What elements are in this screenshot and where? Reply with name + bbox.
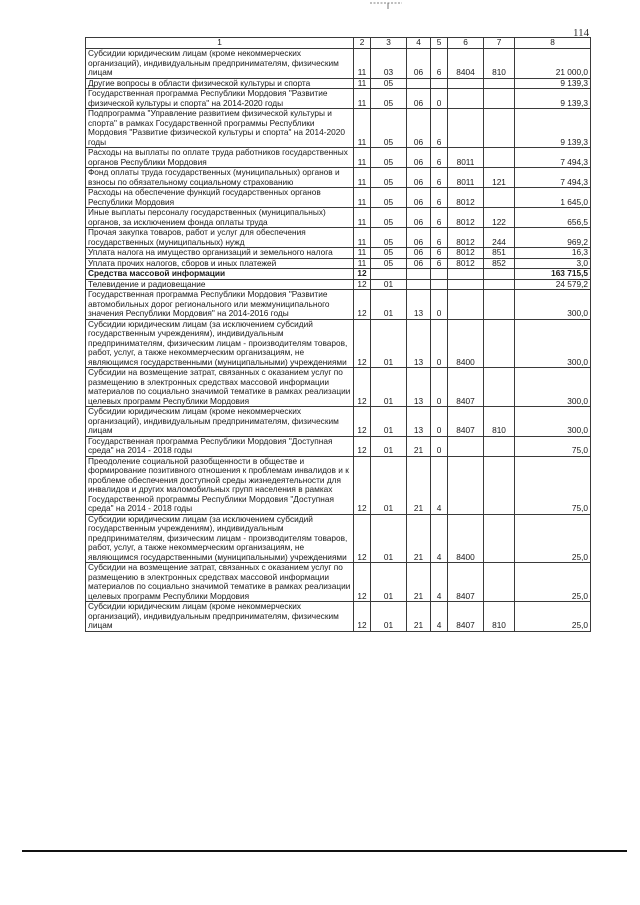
row-name-cell: Субсидии на возмещение затрат, связанных с оказанием услуг по размещению в электронных средствах массовой информации материалов по социально значимой тематике в рамках реализации целевых программ Республики Мордовия xyxy=(86,368,354,407)
table-row xyxy=(86,514,591,563)
column-header: 6 xyxy=(448,38,484,49)
expense-type-code-cell xyxy=(484,109,515,148)
section-code-cell: 12 xyxy=(354,279,371,290)
table-row xyxy=(86,148,591,168)
amount-cell: 24 579,2 xyxy=(515,279,591,290)
program-code-cell: 06 xyxy=(407,89,431,109)
amount-cell: 7 494,3 xyxy=(515,148,591,168)
table-row xyxy=(86,279,591,290)
section-code-cell: 12 xyxy=(354,563,371,602)
amount-cell: 75,0 xyxy=(515,436,591,456)
section-code-cell: 12 xyxy=(354,436,371,456)
table-row xyxy=(86,563,591,602)
expense-type-code-cell xyxy=(484,456,515,514)
program-code-cell xyxy=(407,78,431,89)
table-row xyxy=(86,109,591,148)
amount-cell: 300,0 xyxy=(515,319,591,368)
row-name-cell: Фонд оплаты труда государственных (муниципальных) органов и взносы по обязательному социальному страхованию xyxy=(86,168,354,188)
amount-cell: 163 715,5 xyxy=(515,269,591,280)
expense-item-code-cell xyxy=(448,456,484,514)
subprogram-code-cell: 4 xyxy=(431,602,448,632)
section-code-cell: 12 xyxy=(354,290,371,320)
row-name-cell: Средства массовой информации xyxy=(86,269,354,280)
column-header: 5 xyxy=(431,38,448,49)
row-name-cell: Расходы на обеспечение функций государственных органов Республики Мордовия xyxy=(86,188,354,208)
expense-type-code-cell: 851 xyxy=(484,248,515,259)
expense-type-code-cell xyxy=(484,188,515,208)
table-row xyxy=(86,208,591,228)
expense-type-code-cell xyxy=(484,269,515,280)
budget-table xyxy=(85,37,591,632)
row-name-cell: Субсидии юридическим лицам (кроме некоммерческих организаций), индивидуальным предпринимателям, физическим лицам xyxy=(86,407,354,437)
program-code-cell: 13 xyxy=(407,368,431,407)
expense-item-code-cell xyxy=(448,436,484,456)
row-name-cell: Телевидение и радиовещание xyxy=(86,279,354,290)
program-code-cell xyxy=(407,269,431,280)
subprogram-code-cell: 0 xyxy=(431,290,448,320)
section-code-cell: 11 xyxy=(354,228,371,248)
table-body xyxy=(86,49,591,632)
expense-type-code-cell xyxy=(484,279,515,290)
column-header: 1 xyxy=(86,38,354,49)
amount-cell: 300,0 xyxy=(515,407,591,437)
expense-item-code-cell: 8011 xyxy=(448,168,484,188)
subsection-code-cell: 05 xyxy=(371,208,407,228)
subsection-code-cell: 01 xyxy=(371,279,407,290)
subprogram-code-cell: 6 xyxy=(431,258,448,269)
expense-type-code-cell xyxy=(484,78,515,89)
amount-cell: 16,3 xyxy=(515,248,591,259)
subsection-code-cell: 01 xyxy=(371,290,407,320)
section-code-cell: 12 xyxy=(354,407,371,437)
section-code-cell: 12 xyxy=(354,368,371,407)
table-row xyxy=(86,258,591,269)
expense-item-code-cell: 8400 xyxy=(448,514,484,563)
table-row xyxy=(86,248,591,259)
subprogram-code-cell: 0 xyxy=(431,407,448,437)
amount-cell: 3,0 xyxy=(515,258,591,269)
amount-cell: 300,0 xyxy=(515,290,591,320)
row-name-cell: Другие вопросы в области физической культуры и спорта xyxy=(86,78,354,89)
subsection-code-cell: 05 xyxy=(371,109,407,148)
section-code-cell: 11 xyxy=(354,109,371,148)
subprogram-code-cell: 6 xyxy=(431,148,448,168)
program-code-cell: 13 xyxy=(407,319,431,368)
row-name-cell: Прочая закупка товаров, работ и услуг для обеспечения государственных (муниципальных) нужд xyxy=(86,228,354,248)
section-code-cell: 12 xyxy=(354,456,371,514)
section-code-cell: 12 xyxy=(354,319,371,368)
subprogram-code-cell: 0 xyxy=(431,368,448,407)
table-row xyxy=(86,407,591,437)
expense-item-code-cell: 8012 xyxy=(448,208,484,228)
expense-type-code-cell xyxy=(484,514,515,563)
subsection-code-cell: 05 xyxy=(371,148,407,168)
amount-cell: 25,0 xyxy=(515,563,591,602)
table-row xyxy=(86,368,591,407)
subsection-code-cell: 01 xyxy=(371,407,407,437)
table-row xyxy=(86,269,591,280)
row-name-cell: Субсидии на возмещение затрат, связанных с оказанием услуг по размещению в электронных средствах массовой информации материалов по социально значимой тематике в рамках реализации целевых программ Республики Мордовия xyxy=(86,563,354,602)
column-header: 8 xyxy=(515,38,591,49)
expense-item-code-cell: 8012 xyxy=(448,258,484,269)
table-row xyxy=(86,436,591,456)
page-number: 114 xyxy=(573,27,590,39)
program-code-cell: 21 xyxy=(407,602,431,632)
subsection-code-cell: 05 xyxy=(371,248,407,259)
expense-item-code-cell xyxy=(448,279,484,290)
expense-item-code-cell: 8011 xyxy=(448,148,484,168)
subsection-code-cell: 01 xyxy=(371,514,407,563)
subsection-code-cell: 05 xyxy=(371,188,407,208)
expense-item-code-cell xyxy=(448,78,484,89)
row-name-cell: Субсидии юридическим лицам (за исключением субсидий государственным учреждениям), индивидуальным предпринимателям, физическим лицам - производителям товаров, работ, услуг, а также некоммерческим организациям, не являющимся государственными (муниципальными) учреждениями xyxy=(86,319,354,368)
row-name-cell: Преодоление социальной разобщенности в обществе и формирование позитивного отношения к проблемам инвалидов и к проблеме обеспечения доступной среды жизнедеятельности для инвалидов и других маломобильных групп населения в рамках Государственной программы Республики Мордовия "Доступная среда" на 2014 - 2018 годы xyxy=(86,456,354,514)
program-code-cell: 06 xyxy=(407,228,431,248)
expense-type-code-cell xyxy=(484,436,515,456)
table-row xyxy=(86,89,591,109)
section-code-cell: 11 xyxy=(354,168,371,188)
column-header: 7 xyxy=(484,38,515,49)
subprogram-code-cell: 0 xyxy=(431,436,448,456)
subprogram-code-cell: 4 xyxy=(431,456,448,514)
row-name-cell: Государственная программа Республики Мордовия "Развитие физической культуры и спорта" на 2014-2020 годы xyxy=(86,89,354,109)
expense-type-code-cell xyxy=(484,563,515,602)
expense-type-code-cell xyxy=(484,89,515,109)
section-code-cell: 11 xyxy=(354,49,371,79)
subprogram-code-cell: 4 xyxy=(431,514,448,563)
expense-item-code-cell: 8012 xyxy=(448,248,484,259)
subprogram-code-cell: 6 xyxy=(431,49,448,79)
row-name-cell: Субсидии юридическим лицам (за исключением субсидий государственным учреждениям), индивидуальным предпринимателям, физическим лицам - производителям товаров, работ, услуг, а также некоммерческим организациям, не являющимся государственными (муниципальными) учреждениями xyxy=(86,514,354,563)
expense-item-code-cell: 8400 xyxy=(448,319,484,368)
row-name-cell: Подпрограмма "Управление развитием физической культуры и спорта" в рамках Государственной программы Республики Мордовия "Развитие физической культуры и спорта" на 2014-2020 годы xyxy=(86,109,354,148)
amount-cell: 21 000,0 xyxy=(515,49,591,79)
table-row xyxy=(86,49,591,79)
program-code-cell: 21 xyxy=(407,563,431,602)
program-code-cell: 06 xyxy=(407,148,431,168)
subsection-code-cell: 03 xyxy=(371,49,407,79)
program-code-cell: 06 xyxy=(407,49,431,79)
subprogram-code-cell xyxy=(431,279,448,290)
section-code-cell: 12 xyxy=(354,269,371,280)
row-name-cell: Уплата прочих налогов, сборов и иных платежей xyxy=(86,258,354,269)
subsection-code-cell: 01 xyxy=(371,436,407,456)
subsection-code-cell: 05 xyxy=(371,89,407,109)
program-code-cell: 06 xyxy=(407,109,431,148)
section-code-cell: 11 xyxy=(354,89,371,109)
program-code-cell xyxy=(407,279,431,290)
section-code-cell: 11 xyxy=(354,208,371,228)
expense-item-code-cell xyxy=(448,89,484,109)
subsection-code-cell: 01 xyxy=(371,456,407,514)
section-code-cell: 11 xyxy=(354,248,371,259)
expense-type-code-cell: 810 xyxy=(484,602,515,632)
row-name-cell: Государственная программа Республики Мордовия "Доступная среда" на 2014 - 2018 годы xyxy=(86,436,354,456)
expense-item-code-cell: 8407 xyxy=(448,563,484,602)
section-code-cell: 11 xyxy=(354,78,371,89)
subsection-code-cell: 05 xyxy=(371,78,407,89)
program-code-cell: 21 xyxy=(407,514,431,563)
column-header: 2 xyxy=(354,38,371,49)
expense-type-code-cell: 244 xyxy=(484,228,515,248)
expense-item-code-cell: 8404 xyxy=(448,49,484,79)
program-code-cell: 06 xyxy=(407,208,431,228)
subsection-code-cell: 05 xyxy=(371,228,407,248)
table-row xyxy=(86,188,591,208)
expense-type-code-cell xyxy=(484,290,515,320)
subprogram-code-cell: 6 xyxy=(431,228,448,248)
expense-item-code-cell: 8407 xyxy=(448,602,484,632)
row-name-cell: Субсидии юридическим лицам (кроме некоммерческих организаций), индивидуальным предпринимателям, физическим лицам xyxy=(86,602,354,632)
row-name-cell: Уплата налога на имущество организаций и земельного налога xyxy=(86,248,354,259)
expense-item-code-cell xyxy=(448,290,484,320)
amount-cell: 25,0 xyxy=(515,602,591,632)
subsection-code-cell: 05 xyxy=(371,168,407,188)
expense-item-code-cell: 8012 xyxy=(448,188,484,208)
table-row xyxy=(86,228,591,248)
subsection-code-cell: 01 xyxy=(371,319,407,368)
expense-item-code-cell xyxy=(448,269,484,280)
subprogram-code-cell: 6 xyxy=(431,109,448,148)
amount-cell: 9 139,3 xyxy=(515,109,591,148)
program-code-cell: 13 xyxy=(407,407,431,437)
section-code-cell: 11 xyxy=(354,188,371,208)
expense-type-code-cell xyxy=(484,368,515,407)
program-code-cell: 06 xyxy=(407,188,431,208)
section-code-cell: 12 xyxy=(354,602,371,632)
expense-type-code-cell xyxy=(484,319,515,368)
expense-item-code-cell: 8407 xyxy=(448,407,484,437)
amount-cell: 75,0 xyxy=(515,456,591,514)
expense-type-code-cell: 122 xyxy=(484,208,515,228)
expense-type-code-cell: 852 xyxy=(484,258,515,269)
expense-type-code-cell: 121 xyxy=(484,168,515,188)
subprogram-code-cell xyxy=(431,269,448,280)
row-name-cell: Расходы на выплаты по оплате труда работников государственных органов Республики Мордовия xyxy=(86,148,354,168)
section-code-cell: 12 xyxy=(354,514,371,563)
section-code-cell: 11 xyxy=(354,148,371,168)
program-code-cell: 21 xyxy=(407,456,431,514)
subprogram-code-cell: 0 xyxy=(431,89,448,109)
row-name-cell: Государственная программа Республики Мордовия "Развитие автомобильных дорог регионального или межмуниципального значения Республики Мордовия" на 2014-2016 годы xyxy=(86,290,354,320)
amount-cell: 969,2 xyxy=(515,228,591,248)
row-name-cell: Иные выплаты персоналу государственных (муниципальных) органов, за исключением фонда оплаты труда xyxy=(86,208,354,228)
table-row xyxy=(86,456,591,514)
subsection-code-cell: 05 xyxy=(371,258,407,269)
table-row xyxy=(86,168,591,188)
expense-item-code-cell: 8012 xyxy=(448,228,484,248)
table-row xyxy=(86,319,591,368)
subprogram-code-cell: 4 xyxy=(431,563,448,602)
expense-type-code-cell: 810 xyxy=(484,407,515,437)
subsection-code-cell: 01 xyxy=(371,368,407,407)
table-row xyxy=(86,78,591,89)
amount-cell: 9 139,3 xyxy=(515,78,591,89)
subsection-code-cell: 01 xyxy=(371,563,407,602)
table-header-row xyxy=(86,38,591,49)
subprogram-code-cell: 6 xyxy=(431,188,448,208)
program-code-cell: 06 xyxy=(407,168,431,188)
subprogram-code-cell: 6 xyxy=(431,208,448,228)
subprogram-code-cell: 6 xyxy=(431,168,448,188)
amount-cell: 9 139,3 xyxy=(515,89,591,109)
amount-cell: 656,5 xyxy=(515,208,591,228)
column-header: 3 xyxy=(371,38,407,49)
scan-mark xyxy=(368,0,408,10)
table-row xyxy=(86,290,591,320)
expense-item-code-cell: 8407 xyxy=(448,368,484,407)
row-name-cell: Субсидии юридическим лицам (кроме некоммерческих организаций), индивидуальным предпринимателям, физическим лицам xyxy=(86,49,354,79)
subprogram-code-cell: 6 xyxy=(431,248,448,259)
expense-type-code-cell xyxy=(484,148,515,168)
program-code-cell: 06 xyxy=(407,258,431,269)
program-code-cell: 06 xyxy=(407,248,431,259)
expense-item-code-cell xyxy=(448,109,484,148)
page-bottom-rule xyxy=(22,850,627,852)
table-row xyxy=(86,602,591,632)
subsection-code-cell xyxy=(371,269,407,280)
amount-cell: 7 494,3 xyxy=(515,168,591,188)
subprogram-code-cell: 0 xyxy=(431,319,448,368)
program-code-cell: 21 xyxy=(407,436,431,456)
expense-type-code-cell: 810 xyxy=(484,49,515,79)
column-header: 4 xyxy=(407,38,431,49)
amount-cell: 300,0 xyxy=(515,368,591,407)
section-code-cell: 11 xyxy=(354,258,371,269)
amount-cell: 1 645,0 xyxy=(515,188,591,208)
amount-cell: 25,0 xyxy=(515,514,591,563)
subsection-code-cell: 01 xyxy=(371,602,407,632)
subprogram-code-cell xyxy=(431,78,448,89)
program-code-cell: 13 xyxy=(407,290,431,320)
